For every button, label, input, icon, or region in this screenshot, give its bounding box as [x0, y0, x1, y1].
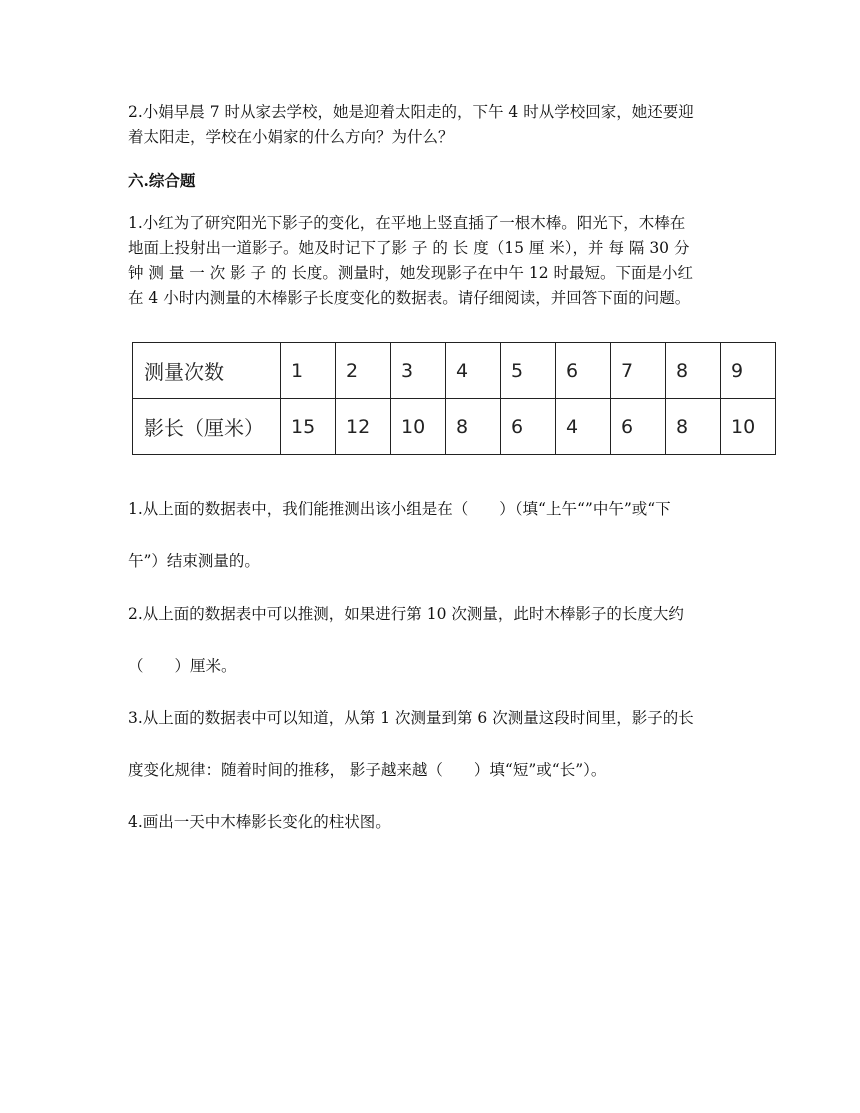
table-cell: 15 — [281, 399, 336, 455]
table-cell: 2 — [336, 343, 391, 399]
question-4 — [128, 796, 748, 848]
table-cell: 6 — [611, 399, 666, 455]
text-line: 午”）结束测量的。 — [128, 552, 260, 570]
table-cell: 4 — [446, 343, 501, 399]
text-line: 地面上投射出一道影子。她及时记下了影 子 的 长 度（15 厘 米），并 每 隔 30 分 — [128, 239, 690, 257]
measurement-table — [132, 342, 776, 455]
previous-question-2 — [128, 100, 748, 150]
text-line: 度变化规律：随着时间的推移， 影子越来越（ ）填“短”或“长”）。 — [128, 761, 607, 779]
table-cell: 1 — [281, 343, 336, 399]
table-cell: 8 — [446, 399, 501, 455]
table-cell: 9 — [721, 343, 776, 399]
row-header-shadow-length: 影长（厘米） — [133, 399, 281, 455]
question-2 — [128, 588, 748, 692]
table-cell: 8 — [666, 399, 721, 455]
text-line: （ ）厘米。 — [128, 657, 237, 675]
table-cell: 10 — [721, 399, 776, 455]
question-3 — [128, 692, 748, 796]
row-header-measure-count: 测量次数 — [133, 343, 281, 399]
table-cell: 6 — [501, 399, 556, 455]
table-cell: 4 — [556, 399, 611, 455]
text-line: 3.从上面的数据表中可以知道，从第 1 次测量到第 6 次测量这段时间里，影子的长 — [128, 709, 694, 727]
text-line: 2.从上面的数据表中可以推测，如果进行第 10 次测量，此时木棒影子的长度大约 — [128, 605, 684, 623]
table-row — [133, 399, 776, 455]
table-cell: 8 — [666, 343, 721, 399]
table-cell: 6 — [556, 343, 611, 399]
table-cell: 3 — [391, 343, 446, 399]
table-cell: 12 — [336, 399, 391, 455]
intro-paragraph — [128, 211, 748, 311]
table-cell: 10 — [391, 399, 446, 455]
text-line: 着太阳走，学校在小娟家的什么方向？为什么？ — [128, 128, 454, 146]
text-line: 1.小红为了研究阳光下影子的变化，在平地上竖直插了一根木棒。阳光下，木棒在 — [128, 214, 686, 232]
question-1 — [128, 483, 748, 587]
text-line: 2.小娟早晨 7 时从家去学校，她是迎着太阳走的，下午 4 时从学校回家，她还要迎 — [128, 103, 694, 121]
text-line: 4.画出一天中木棒影长变化的柱状图。 — [128, 813, 391, 831]
table-cell: 7 — [611, 343, 666, 399]
section-heading: 六.综合题 — [128, 171, 196, 190]
table-cell: 5 — [501, 343, 556, 399]
table-row — [133, 343, 776, 399]
text-line: 钟 测 量 一 次 影 子 的 长度。测量时，她发现影子在中午 12 时最短。下面是小红 — [128, 264, 693, 282]
text-line: 在 4 小时内测量的木棒影子长度变化的数据表。请仔细阅读，并回答下面的问题。 — [128, 289, 691, 307]
text-line: 1.从上面的数据表中，我们能推测出该小组是在（ ）（填“上午“”中午”或“下 — [128, 500, 671, 518]
